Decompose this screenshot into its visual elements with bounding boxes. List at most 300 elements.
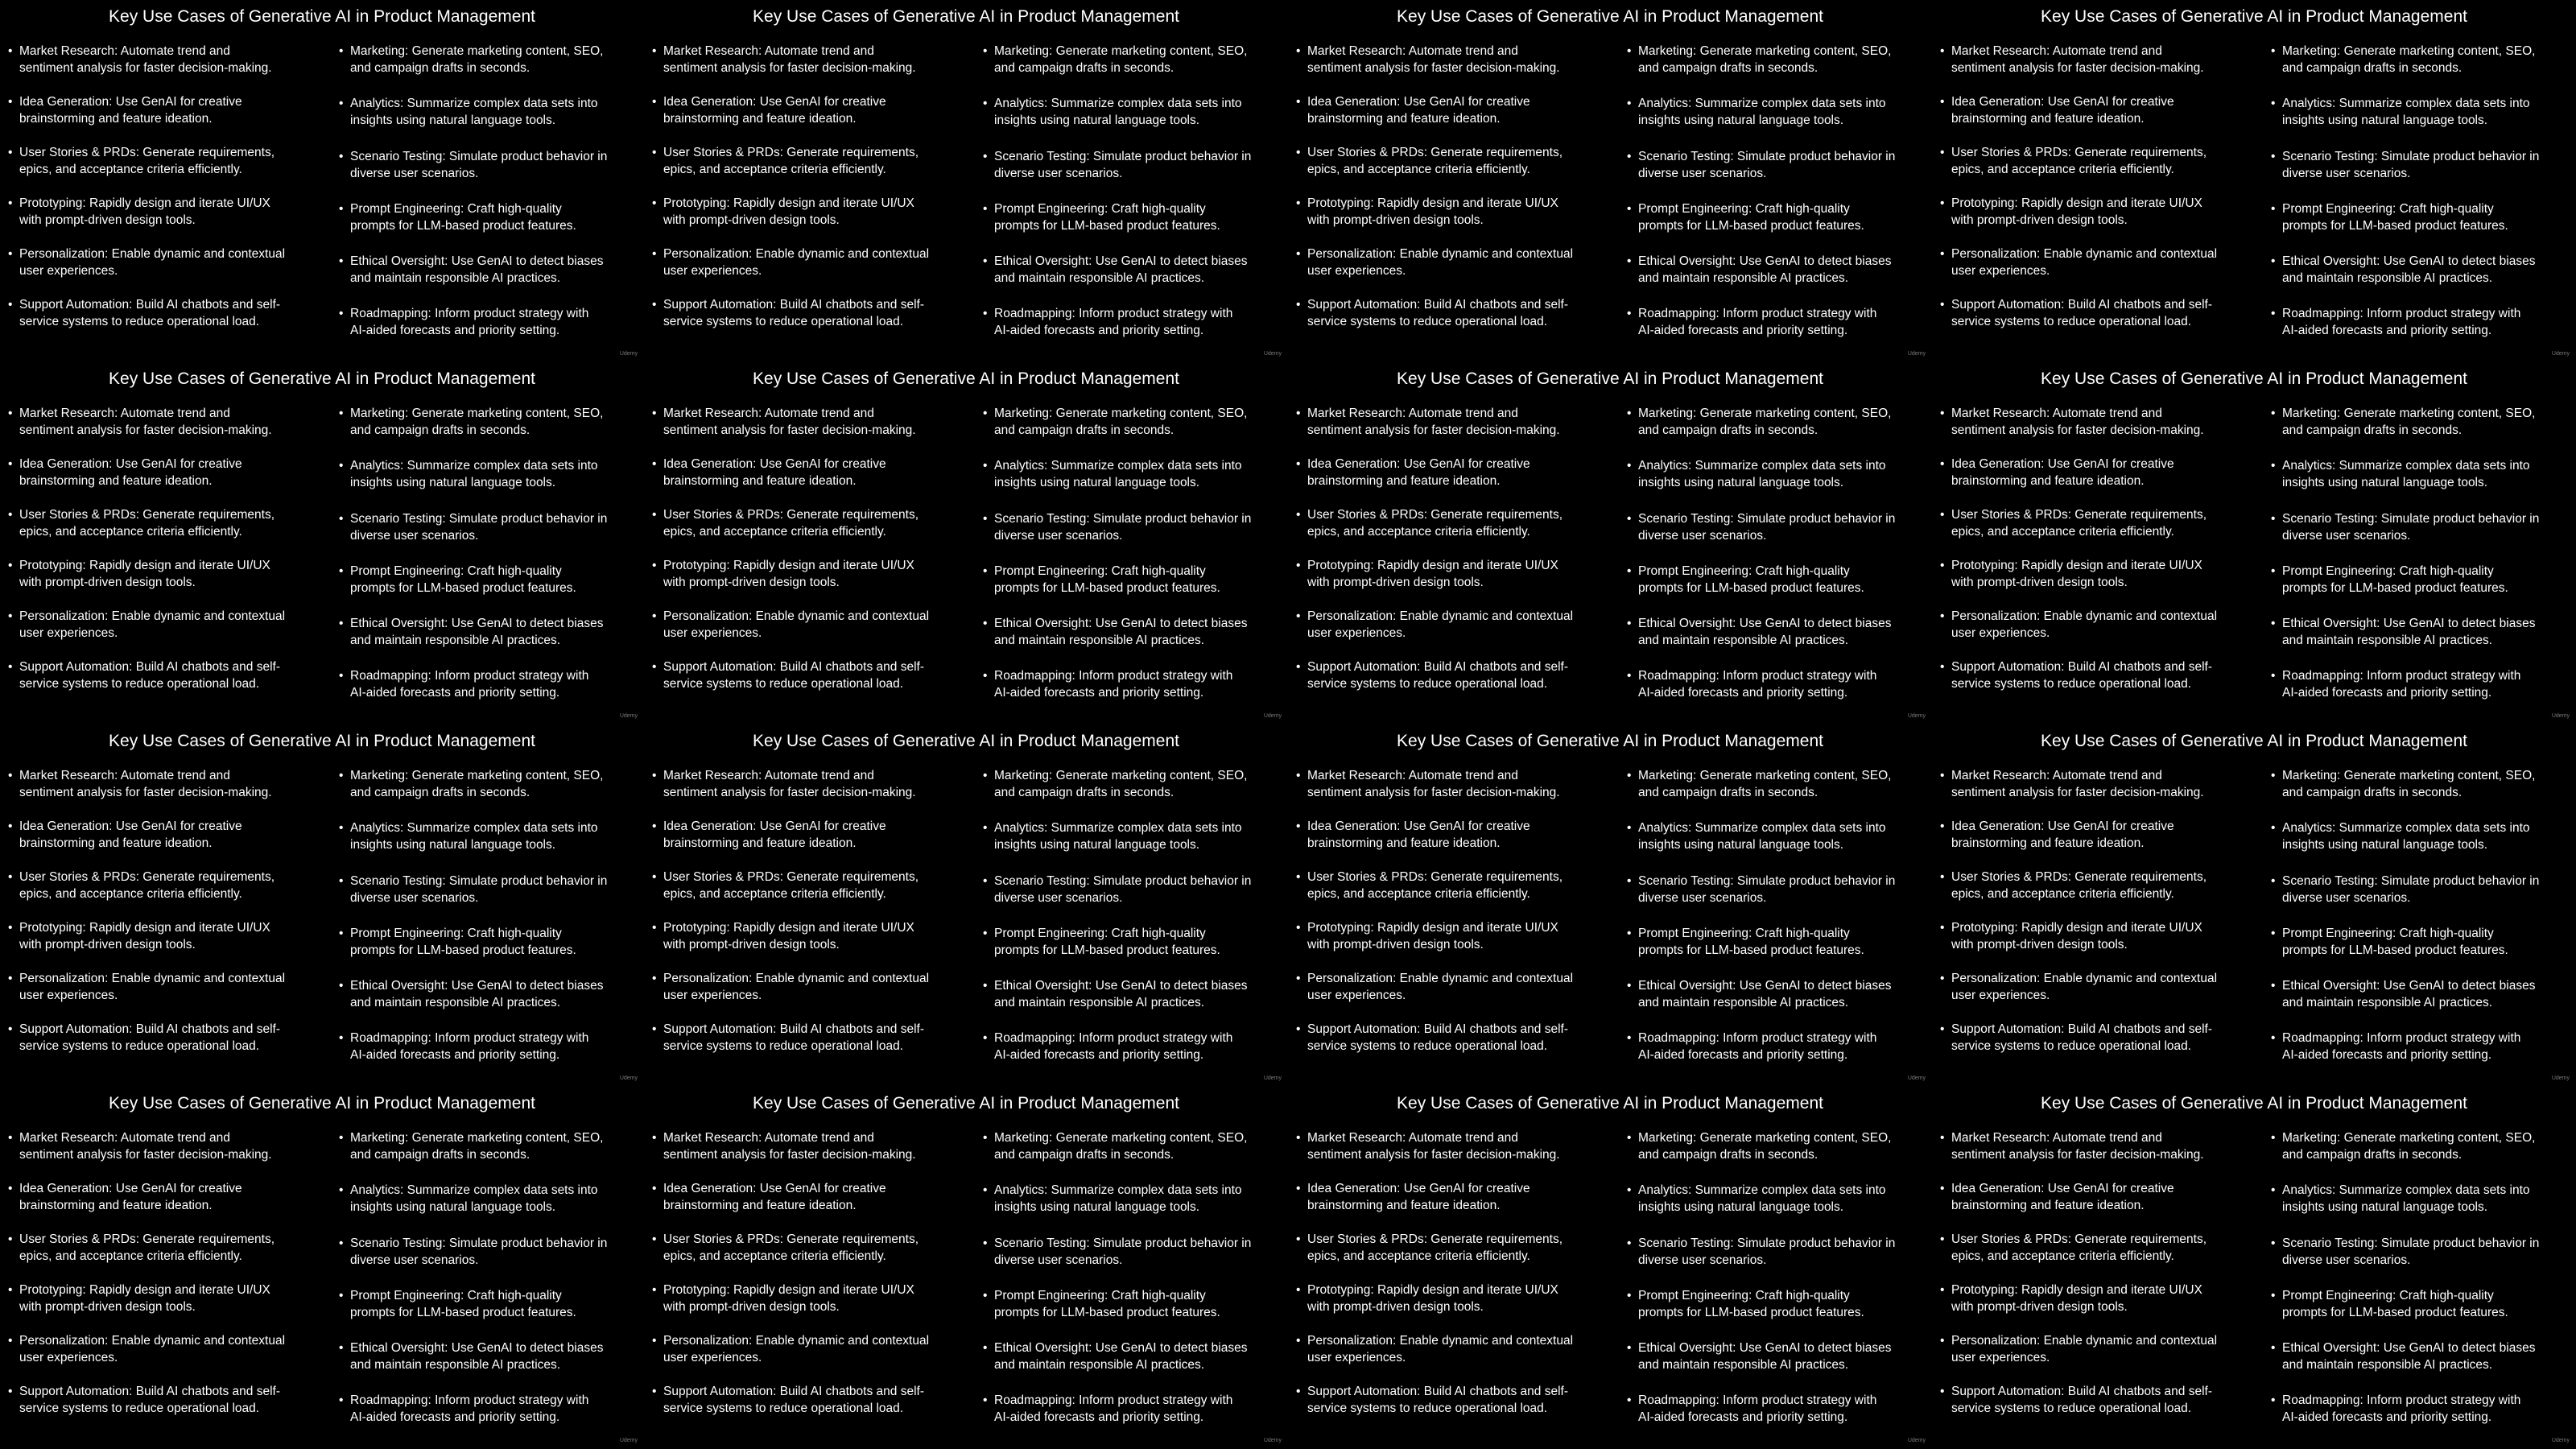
bullet-item [652, 1021, 924, 1055]
bullet-text-line: Prototyping: Rapidly design and iterate UI/UX [663, 559, 914, 572]
bullet-dot: • [2271, 1236, 2276, 1250]
bullet-item [983, 925, 1220, 959]
bullet-text-line: Prompt Engineering: Craft high-quality [2282, 564, 2494, 578]
bullet-item [2271, 615, 2535, 649]
bullet-dot: • [2271, 1289, 2276, 1302]
bullet-item [652, 1282, 914, 1315]
bullet-text-line: sentiment analysis for faster decision-making. [663, 1148, 916, 1162]
udemy-watermark: Udemy [1263, 351, 1282, 357]
bullet-text-line: brainstorming and feature ideation. [663, 474, 857, 488]
bullet-item [1627, 510, 1895, 544]
bullet-text-line: Ethical Oversight: Use GenAI to detect biases [350, 1341, 604, 1355]
bullet-text-line: User Stories & PRDs: Generate requirements, [1951, 508, 2207, 522]
bullet-dot: • [983, 1341, 988, 1355]
bullet-text-line: Prototyping: Rapidly design and iterate UI/UX [19, 1283, 270, 1297]
bullet-dot: • [339, 1289, 344, 1302]
bullet-dot: • [2271, 307, 2276, 320]
bullet-text-line: sentiment analysis for faster decision-making. [1951, 786, 2204, 799]
bullet-text-line: Marketing: Generate marketing content, SEO, [2282, 407, 2536, 420]
bullet-dot: • [652, 769, 657, 782]
bullet-dot: • [1627, 44, 1632, 58]
slide-thumbnail[interactable] [1932, 1087, 2576, 1449]
bullet-dot: • [2271, 821, 2276, 835]
bullet-item [983, 615, 1247, 649]
bullet-dot: • [652, 1182, 657, 1195]
bullet-text-line: User Stories & PRDs: Generate requirements, [1951, 1232, 2207, 1246]
bullet-item [8, 93, 242, 127]
bullet-dot: • [983, 307, 988, 320]
bullet-text-line: Market Research: Automate trend and [19, 44, 230, 58]
bullet-item [1940, 1383, 2212, 1417]
bullet-item [8, 658, 280, 692]
bullet-dot: • [1296, 247, 1301, 261]
bullet-item [1296, 195, 1558, 229]
bullet-text-line: Ethical Oversight: Use GenAI to detect biases [1638, 617, 1892, 630]
bullet-text-line: insights using natural language tools. [1638, 838, 1844, 852]
bullet-item [1296, 1021, 1568, 1055]
bullet-dot: • [2271, 617, 2276, 630]
bullet-dot: • [1940, 457, 1945, 471]
bullet-item [1627, 873, 1895, 906]
bullet-text-line: Idea Generation: Use GenAI for creative [19, 457, 242, 471]
bullet-text-line: insights using natural language tools. [994, 114, 1200, 127]
bullet-dot: • [1627, 202, 1632, 216]
bullet-text-line: user experiences. [1951, 1351, 2050, 1364]
bullet-item [1627, 1287, 1864, 1321]
bullet-text-line: diverse user scenarios. [2282, 529, 2411, 543]
bullet-text-line: Prompt Engineering: Craft high-quality [1638, 927, 1850, 940]
bullet-dot: • [1940, 1334, 1945, 1348]
bullet-text-line: and campaign drafts in seconds. [1638, 61, 1818, 75]
bullet-dot: • [1296, 870, 1301, 884]
bullet-text-line: Support Automation: Build AI chatbots and self- [19, 1385, 280, 1398]
bullet-dot: • [339, 407, 344, 420]
bullet-dot: • [652, 609, 657, 623]
bullet-text-line: Support Automation: Build AI chatbots and self- [1951, 298, 2212, 312]
bullet-text-line: user experiences. [663, 1351, 762, 1364]
bullet-text-line: Scenario Testing: Simulate product behavior in [350, 874, 608, 888]
bullet-text-line: Scenario Testing: Simulate product behavior in [994, 874, 1252, 888]
bullet-text-line: User Stories & PRDs: Generate requirements, [19, 508, 275, 522]
bullet-text-line: AI-aided forecasts and priority setting. [2282, 1410, 2492, 1424]
bullet-item [1627, 1340, 1891, 1373]
slide-title: Key Use Cases of Generative AI in Product Management [753, 1094, 1179, 1113]
bullet-item [8, 195, 270, 229]
bullet-dot: • [2271, 927, 2276, 940]
bullet-text-line: diverse user scenarios. [994, 1253, 1123, 1267]
bullet-text-line: and maintain responsible AI practices. [1638, 996, 1849, 1009]
bullet-text-line: Market Research: Automate trend and [19, 1131, 230, 1145]
bullet-item [1940, 43, 2204, 76]
bullet-text-line: Prompt Engineering: Craft high-quality [350, 564, 562, 578]
bullet-text-line: brainstorming and feature ideation. [1307, 1199, 1501, 1212]
bullet-text-line: Ethical Oversight: Use GenAI to detect biases [2282, 1341, 2536, 1355]
bullet-text-line: sentiment analysis for faster decision-making. [1951, 61, 2204, 75]
bullet-text-line: prompts for LLM-based product features. [350, 581, 576, 595]
bullet-text-line: Market Research: Automate trend and [19, 769, 230, 782]
bullet-text-line: Prototyping: Rapidly design and iterate UI/UX [1951, 921, 2202, 935]
bullet-item [652, 557, 914, 591]
bullet-text-line: and maintain responsible AI practices. [1638, 1358, 1849, 1372]
bullet-item [1296, 296, 1568, 330]
slide-title: Key Use Cases of Generative AI in Product Management [753, 7, 1179, 26]
bullet-dot: • [983, 97, 988, 110]
bullet-text-line: insights using natural language tools. [350, 476, 556, 489]
bullet-item [983, 457, 1242, 491]
bullet-item [2271, 43, 2535, 76]
bullet-item [8, 557, 270, 591]
bullet-item [1940, 869, 2207, 902]
bullet-dot: • [652, 972, 657, 985]
bullet-text-line: Prototyping: Rapidly design and iterate UI/UX [1951, 196, 2202, 210]
bullet-dot: • [1296, 1385, 1301, 1398]
bullet-dot: • [2271, 97, 2276, 110]
bullet-text-line: Prototyping: Rapidly design and iterate UI/UX [1307, 1283, 1558, 1297]
bullet-text-line: Roadmapping: Inform product strategy with [2282, 1031, 2521, 1045]
bullet-text-line: Scenario Testing: Simulate product behavior in [350, 150, 608, 163]
bullet-text-line: Prototyping: Rapidly design and iterate UI/UX [1307, 921, 1558, 935]
bullet-text-line: and maintain responsible AI practices. [350, 634, 561, 647]
bullet-dot: • [2271, 564, 2276, 578]
bullet-item [2271, 925, 2508, 959]
bullet-dot: • [983, 769, 988, 782]
slide-thumbnail[interactable] [1288, 1087, 1932, 1449]
udemy-watermark: Udemy [1907, 713, 1926, 719]
bullet-text-line: service systems to reduce operational load. [1951, 315, 2192, 328]
bullet-dot: • [1627, 407, 1632, 420]
bullet-text-line: user experiences. [1307, 989, 1406, 1002]
bullet-dot: • [339, 564, 344, 578]
bullet-text-line: AI-aided forecasts and priority setting. [1638, 1410, 1848, 1424]
bullet-text-line: user experiences. [19, 1351, 118, 1364]
bullet-dot: • [652, 1232, 657, 1246]
bullet-item [1940, 506, 2207, 540]
bullet-item [8, 456, 242, 489]
bullet-dot: • [652, 508, 657, 522]
bullet-text-line: AI-aided forecasts and priority setting. [1638, 686, 1848, 700]
bullet-dot: • [1296, 508, 1301, 522]
bullet-dot: • [339, 1031, 344, 1045]
bullet-text-line: Marketing: Generate marketing content, SEO, [1638, 44, 1892, 58]
bullet-item [983, 767, 1247, 801]
bullet-dot: • [652, 247, 657, 261]
bullet-dot: • [983, 1131, 988, 1145]
bullet-item [339, 95, 598, 129]
bullet-item [983, 1392, 1232, 1426]
bullet-dot: • [652, 457, 657, 471]
bullet-dot: • [1940, 196, 1945, 210]
bullet-text-line: with prompt-driven design tools. [1307, 576, 1484, 589]
bullet-item [339, 405, 603, 439]
bullet-text-line: epics, and acceptance criteria efficiently. [19, 525, 242, 539]
bullet-item [2271, 457, 2530, 491]
bullet-text-line: with prompt-driven design tools. [19, 213, 196, 227]
slide-thumbnail[interactable] [0, 1087, 644, 1449]
bullet-text-line: prompts for LLM-based product features. [994, 1306, 1220, 1319]
bullet-text-line: prompts for LLM-based product features. [350, 219, 576, 233]
bullet-text-line: Analytics: Summarize complex data sets into [994, 459, 1242, 473]
bullet-dot: • [1627, 1289, 1632, 1302]
bullet-text-line: Market Research: Automate trend and [1951, 769, 2162, 782]
bullet-item [339, 1129, 603, 1163]
bullet-item [652, 1129, 916, 1163]
bullet-text-line: Prompt Engineering: Craft high-quality [350, 1289, 562, 1302]
bullet-text-line: user experiences. [1307, 1351, 1406, 1364]
slide-thumbnail[interactable] [1932, 724, 2576, 1087]
bullet-text-line: Support Automation: Build AI chatbots and self- [1951, 660, 2212, 674]
bullet-text-line: and maintain responsible AI practices. [2282, 634, 2493, 647]
bullet-item [1296, 1180, 1530, 1214]
bullet-item [1296, 1231, 1563, 1265]
bullet-item [2271, 873, 2539, 906]
bullet-text-line: AI-aided forecasts and priority setting. [994, 324, 1204, 337]
bullet-dot: • [983, 1183, 988, 1197]
bullet-text-line: Personalization: Enable dynamic and contextual [19, 247, 286, 261]
bullet-text-line: Scenario Testing: Simulate product behavior in [2282, 512, 2540, 526]
bullet-dot: • [983, 407, 988, 420]
bullet-text-line: and maintain responsible AI practices. [2282, 996, 2493, 1009]
bullet-dot: • [1296, 1283, 1301, 1297]
bullet-text-line: and campaign drafts in seconds. [2282, 1148, 2462, 1162]
slide-thumbnail[interactable] [1932, 0, 2576, 362]
bullet-text-line: with prompt-driven design tools. [19, 1300, 196, 1314]
bullet-dot: • [1940, 1283, 1945, 1297]
bullet-text-line: Idea Generation: Use GenAI for creative [19, 95, 242, 109]
bullet-text-line: Analytics: Summarize complex data sets into [994, 97, 1242, 110]
bullet-item [652, 1332, 929, 1366]
bullet-text-line: Personalization: Enable dynamic and contextual [1307, 247, 1574, 261]
bullet-item [652, 1383, 924, 1417]
bullet-dot: • [2271, 407, 2276, 420]
bullet-dot: • [1627, 1393, 1632, 1407]
bullet-text-line: Prompt Engineering: Craft high-quality [350, 202, 562, 216]
bullet-text-line: brainstorming and feature ideation. [1951, 1199, 2145, 1212]
bullet-text-line: with prompt-driven design tools. [1307, 938, 1484, 952]
bullet-text-line: AI-aided forecasts and priority setting. [994, 1410, 1204, 1424]
slide-thumbnail[interactable] [644, 1087, 1288, 1449]
bullet-text-line: Support Automation: Build AI chatbots and self- [1951, 1385, 2212, 1398]
bullet-text-line: sentiment analysis for faster decision-making. [1307, 786, 1560, 799]
bullet-text-line: Ethical Oversight: Use GenAI to detect biases [994, 617, 1248, 630]
slide-title: Key Use Cases of Generative AI in Product Management [109, 732, 535, 750]
bullet-text-line: Idea Generation: Use GenAI for creative [19, 819, 242, 833]
bullet-item [983, 200, 1220, 234]
bullet-text-line: Support Automation: Build AI chatbots and self- [1307, 660, 1568, 674]
bullet-item [983, 563, 1220, 597]
bullet-text-line: Roadmapping: Inform product strategy with [2282, 307, 2521, 320]
bullet-text-line: prompts for LLM-based product features. [1638, 581, 1864, 595]
bullet-dot: • [1627, 459, 1632, 473]
bullet-text-line: and campaign drafts in seconds. [994, 61, 1174, 75]
bullet-dot: • [1296, 660, 1301, 674]
bullet-dot: • [8, 95, 13, 109]
bullet-text-line: and maintain responsible AI practices. [994, 634, 1205, 647]
bullet-item [1627, 253, 1891, 287]
bullet-item [1940, 1129, 2204, 1163]
bullet-item [1296, 869, 1563, 902]
slide-thumbnail[interactable] [1288, 724, 1932, 1087]
bullet-item [1627, 200, 1864, 234]
bullet-dot: • [8, 1232, 13, 1246]
bullet-text-line: Idea Generation: Use GenAI for creative [1951, 1182, 2174, 1195]
bullet-dot: • [1940, 660, 1945, 674]
bullet-dot: • [1940, 559, 1945, 572]
bullet-dot: • [983, 617, 988, 630]
bullet-item [1940, 456, 2174, 489]
slide-thumbnail[interactable] [0, 362, 644, 724]
bullet-text-line: brainstorming and feature ideation. [663, 1199, 857, 1212]
bullet-text-line: Roadmapping: Inform product strategy with [994, 669, 1233, 683]
bullet-dot: • [1296, 1334, 1301, 1348]
bullet-item [2271, 200, 2508, 234]
bullet-text-line: insights using natural language tools. [350, 1200, 556, 1214]
bullet-dot: • [8, 921, 13, 935]
bullet-dot: • [1627, 821, 1632, 835]
bullet-item [1296, 43, 1560, 76]
bullet-text-line: service systems to reduce operational load. [663, 315, 904, 328]
bullet-item [652, 296, 924, 330]
slide-thumbnail[interactable] [644, 362, 1288, 724]
bullet-dot: • [1296, 1232, 1301, 1246]
bullet-dot: • [8, 44, 13, 58]
bullet-dot: • [1940, 1022, 1945, 1036]
bullet-text-line: prompts for LLM-based product features. [2282, 581, 2508, 595]
bullet-text-line: Ethical Oversight: Use GenAI to detect biases [2282, 617, 2536, 630]
bullet-text-line: and maintain responsible AI practices. [994, 996, 1205, 1009]
slide-title: Key Use Cases of Generative AI in Product Management [109, 369, 535, 388]
slide-thumbnail[interactable] [1288, 362, 1932, 724]
bullet-text-line: user experiences. [1307, 264, 1406, 278]
bullet-dot: • [8, 146, 13, 159]
bullet-item [2271, 667, 2520, 701]
udemy-watermark: Udemy [619, 351, 638, 357]
bullet-item [8, 767, 272, 801]
bullet-text-line: epics, and acceptance criteria efficiently. [663, 525, 886, 539]
slide-thumbnail[interactable] [1932, 362, 2576, 724]
bullet-text-line: user experiences. [663, 626, 762, 640]
bullet-text-line: Market Research: Automate trend and [663, 1131, 874, 1145]
slide-thumbnail[interactable] [644, 0, 1288, 362]
bullet-text-line: user experiences. [19, 264, 118, 278]
bullet-item [983, 667, 1232, 701]
bullet-dot: • [983, 459, 988, 473]
bullet-dot: • [8, 870, 13, 884]
bullet-item [2271, 1129, 2535, 1163]
bullet-item [1296, 1383, 1568, 1417]
bullet-text-line: User Stories & PRDs: Generate requirements, [1307, 870, 1563, 884]
bullet-item [652, 195, 914, 229]
bullet-text-line: Marketing: Generate marketing content, SEO, [994, 769, 1248, 782]
bullet-text-line: Ethical Oversight: Use GenAI to detect biases [994, 1341, 1248, 1355]
bullet-dot: • [1296, 146, 1301, 159]
udemy-watermark: Udemy [2551, 1438, 2570, 1443]
udemy-watermark: Udemy [2551, 351, 2570, 357]
bullet-text-line: with prompt-driven design tools. [663, 213, 840, 227]
bullet-text-line: Ethical Oversight: Use GenAI to detect biases [350, 617, 604, 630]
bullet-text-line: Marketing: Generate marketing content, SEO, [2282, 769, 2536, 782]
bullet-item [652, 144, 919, 178]
bullet-text-line: service systems to reduce operational load. [1307, 1039, 1548, 1053]
bullet-text-line: user experiences. [1951, 264, 2050, 278]
slide-thumbnail[interactable] [1288, 0, 1932, 362]
bullet-text-line: Analytics: Summarize complex data sets into [350, 97, 598, 110]
bullet-text-line: with prompt-driven design tools. [663, 576, 840, 589]
bullet-dot: • [652, 921, 657, 935]
bullet-item [652, 869, 919, 902]
bullet-dot: • [339, 874, 344, 888]
bullet-text-line: and campaign drafts in seconds. [350, 1148, 530, 1162]
bullet-text-line: Prompt Engineering: Craft high-quality [994, 1289, 1206, 1302]
bullet-text-line: Ethical Oversight: Use GenAI to detect biases [350, 254, 604, 268]
bullet-dot: • [1627, 307, 1632, 320]
bullet-dot: • [1296, 95, 1301, 109]
bullet-text-line: with prompt-driven design tools. [1951, 213, 2128, 227]
bullet-item [2271, 1340, 2535, 1373]
bullet-text-line: diverse user scenarios. [994, 891, 1123, 905]
bullet-text-line: prompts for LLM-based product features. [1638, 219, 1864, 233]
bullet-dot: • [1296, 1182, 1301, 1195]
bullet-item [339, 1392, 588, 1426]
bullet-text-line: AI-aided forecasts and priority setting. [350, 324, 560, 337]
bullet-dot: • [8, 508, 13, 522]
bullet-dot: • [983, 564, 988, 578]
bullet-text-line: Personalization: Enable dynamic and contextual [1307, 972, 1574, 985]
bullet-item [983, 43, 1247, 76]
udemy-watermark: Udemy [1907, 351, 1926, 357]
bullet-item [8, 1021, 280, 1055]
bullet-item [8, 43, 272, 76]
bullet-text-line: with prompt-driven design tools. [19, 938, 196, 952]
bullet-item [983, 1129, 1247, 1163]
bullet-text-line: sentiment analysis for faster decision-making. [1307, 61, 1560, 75]
bullet-dot: • [1940, 819, 1945, 833]
bullet-text-line: Ethical Oversight: Use GenAI to detect biases [994, 979, 1248, 993]
bullet-item [1627, 1235, 1895, 1269]
slide-title: Key Use Cases of Generative AI in Product Management [2041, 1094, 2467, 1113]
slide-thumbnail[interactable] [644, 724, 1288, 1087]
slide-title: Key Use Cases of Generative AI in Product Management [1397, 369, 1823, 388]
udemy-watermark: Udemy [2551, 1075, 2570, 1081]
bullet-text-line: Analytics: Summarize complex data sets into [1638, 459, 1886, 473]
bullet-text-line: Roadmapping: Inform product strategy with [1638, 669, 1877, 683]
bullet-dot: • [652, 1283, 657, 1297]
bullet-text-line: Personalization: Enable dynamic and contextual [663, 609, 930, 623]
bullet-item [983, 1287, 1220, 1321]
bullet-dot: • [1296, 559, 1301, 572]
bullet-item [339, 1030, 588, 1063]
bullet-item [983, 873, 1251, 906]
bullet-dot: • [1940, 508, 1945, 522]
bullet-dot: • [1627, 1341, 1632, 1355]
bullet-text-line: Personalization: Enable dynamic and contextual [663, 972, 930, 985]
slide-title: Key Use Cases of Generative AI in Product Management [2041, 369, 2467, 388]
bullet-item [1296, 456, 1530, 489]
bullet-text-line: epics, and acceptance criteria efficiently. [1307, 887, 1530, 901]
bullet-text-line: user experiences. [663, 264, 762, 278]
bullet-text-line: Prompt Engineering: Craft high-quality [2282, 927, 2494, 940]
bullet-text-line: User Stories & PRDs: Generate requirements, [1951, 146, 2207, 159]
bullet-text-line: Idea Generation: Use GenAI for creative [19, 1182, 242, 1195]
bullet-text-line: Personalization: Enable dynamic and contextual [19, 1334, 286, 1348]
bullet-text-line: diverse user scenarios. [350, 891, 479, 905]
bullet-text-line: Scenario Testing: Simulate product behavior in [2282, 874, 2540, 888]
slide-thumbnail[interactable] [0, 0, 644, 362]
bullet-text-line: insights using natural language tools. [1638, 114, 1844, 127]
bullet-text-line: and maintain responsible AI practices. [2282, 271, 2493, 285]
bullet-text-line: Marketing: Generate marketing content, SEO, [350, 44, 604, 58]
slide-title: Key Use Cases of Generative AI in Product Management [753, 369, 1179, 388]
slide-thumbnail[interactable] [0, 724, 644, 1087]
